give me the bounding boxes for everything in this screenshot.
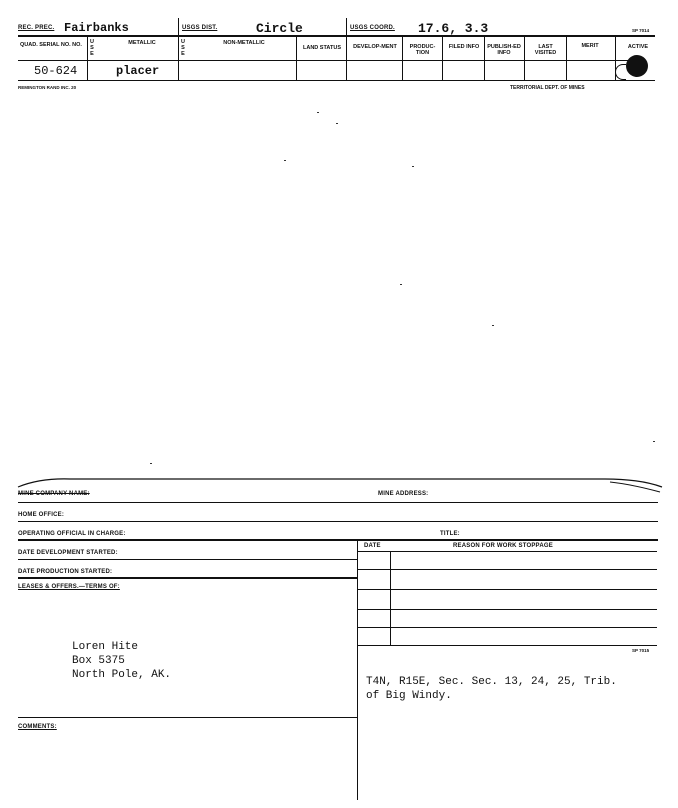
divider [524,36,525,80]
col-quad-serial: QUAD. SERIAL NO. NO. [20,42,82,48]
address-line-2: Box 5375 [72,655,125,667]
rule [18,717,357,718]
date-header: DATE [364,543,381,549]
rule [18,521,658,522]
rule [18,502,658,503]
col-filed-info: FILED INFO [448,44,480,50]
location-line-2: of Big Windy. [366,690,452,702]
usgs-coord-value: 17.6, 3.3 [418,21,489,36]
card-edge [0,474,678,494]
speck [284,160,286,161]
title-label: TITLE: [440,531,460,537]
col-land-status: LAND STATUS [303,45,341,51]
col-active: ACTIVE [627,44,649,50]
divider [346,18,347,80]
col-last-visited: LAST VISITED [534,44,557,56]
divider [390,551,391,645]
speck [412,166,414,167]
reason-header: REASON FOR WORK STOPPAGE [453,543,553,549]
territorial-dept-imprint: TERRITORIAL DEPT. OF MINES [510,85,585,91]
usgs-coord-label: USGS COORD. [350,25,395,31]
usgs-dist-value: Circle [256,21,303,36]
operating-official-label: OPERATING OFFICIAL IN CHARGE: [18,531,126,537]
divider [566,36,567,80]
col-non-metallic: NON-METALLIC [223,40,265,46]
speck [653,441,655,442]
leases-label: LEASES & OFFERS.—TERMS OF: [18,584,120,590]
form-code-front: SP 7014 [632,28,650,33]
col-published-info: PUBLISH-ED INFO [487,44,521,56]
usgs-dist-label: USGS DIST. [182,25,218,31]
mine-company-name-label: MINE COMPANY NAME: [18,491,90,497]
divider [357,578,358,718]
quad-serial-value: 50-624 [34,64,78,78]
speck [317,112,319,113]
rule [18,80,655,81]
punch-notch [615,64,626,80]
speck [400,284,402,285]
divider [402,36,403,80]
rule [357,627,657,628]
rule [357,609,657,610]
col-use-1: U S E [90,39,94,57]
remington-imprint: REMINGTON RAND INC. 20 [18,85,77,90]
rule [357,551,657,552]
comments-label: COMMENTS: [18,724,57,730]
rule [18,60,633,61]
form-code-back: SP 7015 [632,648,650,653]
divider [442,36,443,80]
rule [357,589,657,590]
rec-prec-value: Fairbanks [64,21,129,35]
date-production-label: DATE PRODUCTION STARTED: [18,569,113,575]
col-metallic: METALLIC [128,40,156,46]
col-production: PRODUC-TION [409,44,436,56]
divider [87,36,88,80]
col-development: DEVELOP-MENT [353,44,397,50]
speck [150,463,152,464]
divider [178,18,179,80]
address-line-3: North Pole, AK. [72,669,172,681]
location-line-1: T4N, R15E, Sec. Sec. 13, 24, 25, Trib. [366,676,617,688]
rule [357,645,657,646]
address-line-1: Loren Hite [72,641,139,653]
speck [336,123,338,124]
rule [18,559,357,560]
divider [296,36,297,80]
rule [18,539,658,541]
divider [484,36,485,80]
rule [18,577,357,579]
col-use-2: U S E [181,39,185,57]
date-development-label: DATE DEVELOPMENT STARTED: [18,550,118,556]
mine-address-label: MINE ADDRESS: [378,491,429,497]
rule [18,35,655,37]
col-merit: MERIT [581,43,599,49]
speck [492,325,494,326]
rule [357,569,657,570]
metallic-value: placer [116,64,160,78]
home-office-label: HOME OFFICE: [18,512,65,518]
active-punch-mark [626,55,648,77]
rec-prec-label: REC. PREC. [18,25,55,31]
